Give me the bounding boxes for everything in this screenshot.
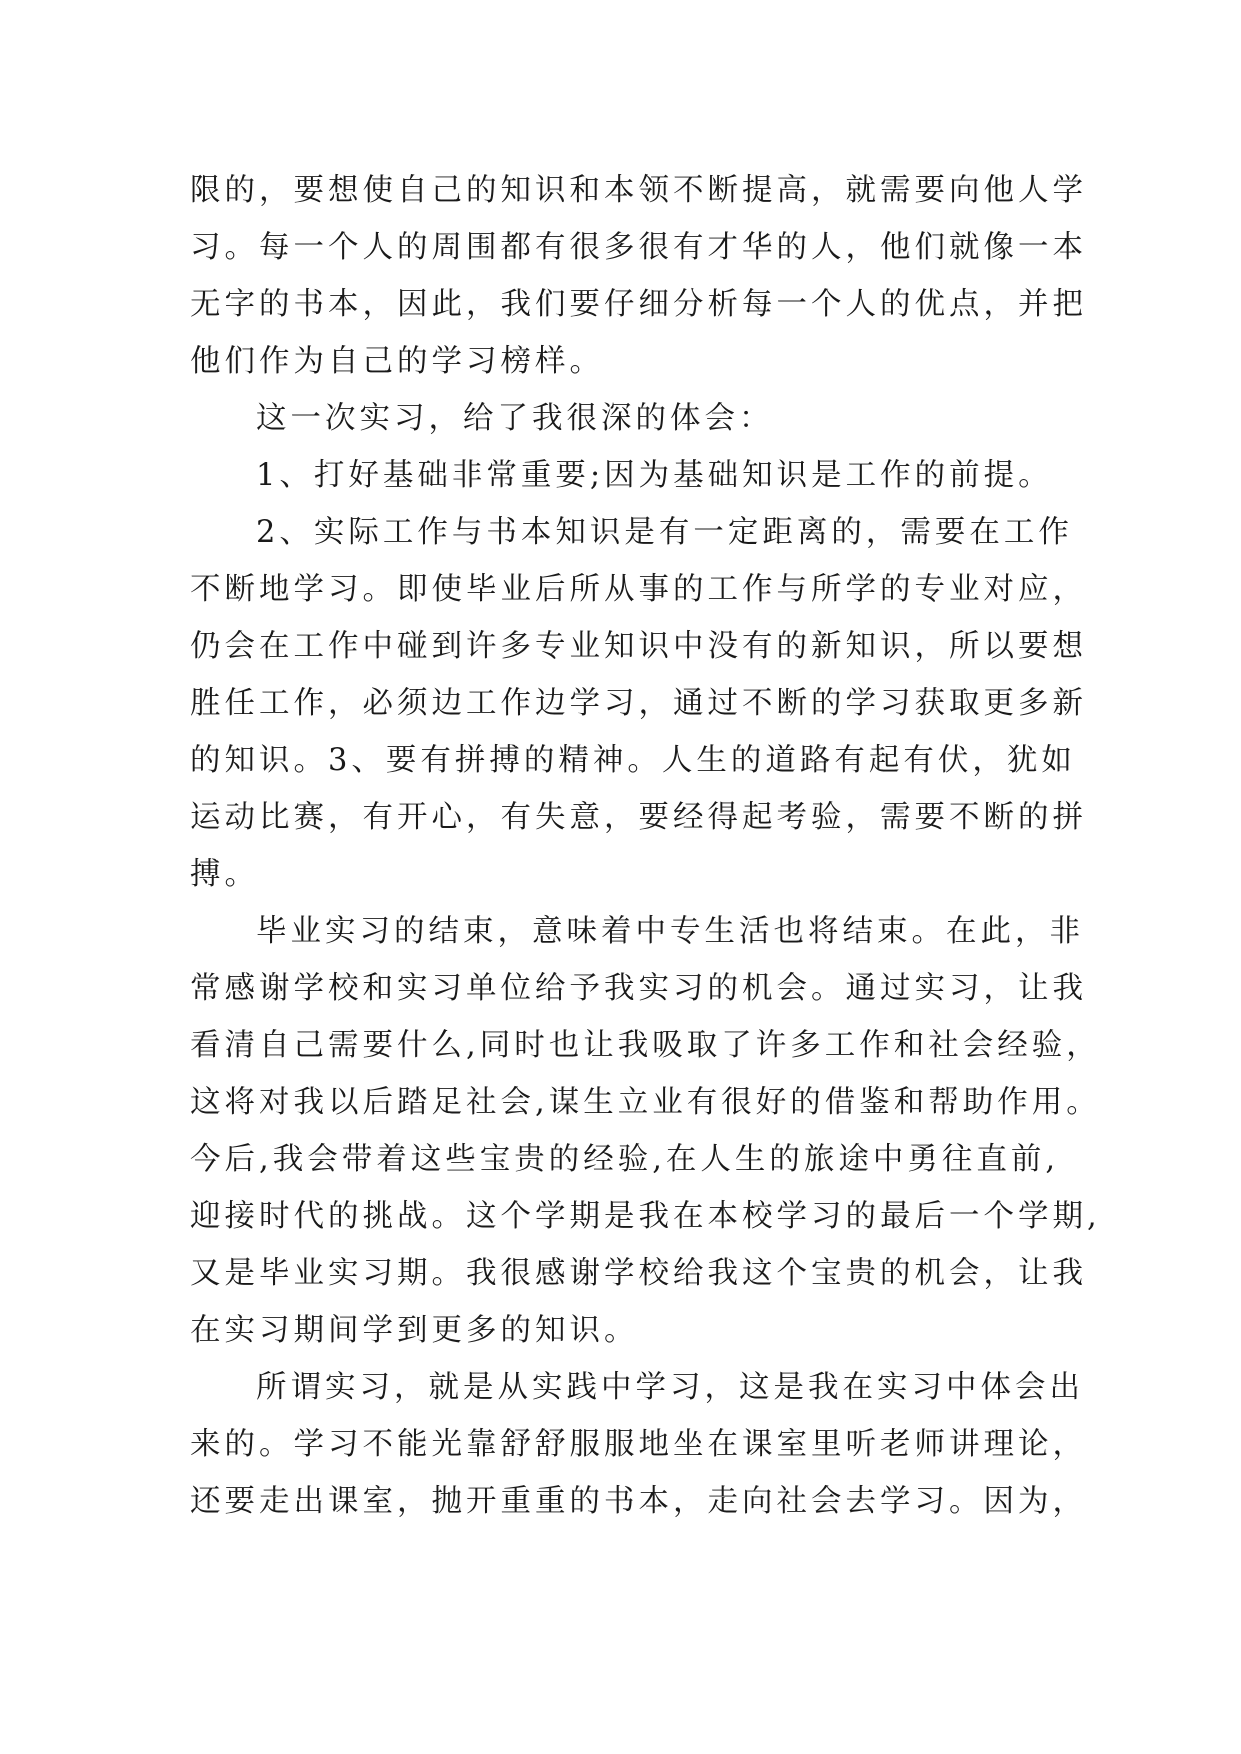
text-line: 2、实际工作与书本知识是有一定距离的，需要在工作 xyxy=(256,515,1073,550)
document-body xyxy=(190,162,1101,1530)
text-line: 仍会在工作中碰到许多专业知识中没有的新知识，所以要想 xyxy=(190,629,1087,664)
paragraph-graduation xyxy=(190,903,1101,1359)
text-line: 毕业实习的结束，意味着中专生活也将结束。在此，非 xyxy=(256,914,1084,949)
text-line: 还要走出课室，抛开重重的书本，走向社会去学习。因为， xyxy=(190,1484,1087,1519)
paragraph-experience-intro xyxy=(190,390,1058,447)
text-line: 运动比赛，有开心，有失意，要经得起考验，需要不断的拼 xyxy=(190,800,1087,835)
text-line: 今后,我会带着这些宝贵的经验,在人生的旅途中勇往直前, xyxy=(190,1142,1060,1177)
paragraph-continuation xyxy=(190,162,1087,390)
text-line: 所谓实习，就是从实践中学习，这是我在实习中体会出 xyxy=(256,1370,1084,1405)
paragraph-point-2 xyxy=(190,504,1087,903)
paragraph-practice xyxy=(190,1359,1087,1530)
text-line: 限的，要想使自己的知识和本领不断提高，就需要向他人学 xyxy=(190,173,1087,208)
text-line: 搏。 xyxy=(190,857,259,892)
text-line: 常感谢学校和实习单位给予我实习的机会。通过实习，让我 xyxy=(190,971,1087,1006)
text-line: 又是毕业实习期。我很感谢学校给我这个宝贵的机会，让我 xyxy=(190,1256,1087,1291)
text-line: 无字的书本，因此，我们要仔细分析每一个人的优点，并把 xyxy=(190,287,1087,322)
text-line: 胜任工作，必须边工作边学习，通过不断的学习获取更多新 xyxy=(190,686,1087,721)
text-line: 不断地学习。即使毕业后所从事的工作与所学的专业对应， xyxy=(190,572,1087,607)
text-line: 他们作为自己的学习榜样。 xyxy=(190,344,604,379)
text-line: 看清自己需要什么,同时也让我吸取了许多工作和社会经验， xyxy=(190,1028,1101,1063)
text-line: 这将对我以后踏足社会,谋生立业有很好的借鉴和帮助作用。 xyxy=(190,1085,1101,1120)
text-line: 的知识。3、要有拼搏的精神。人生的道路有起有伏，犹如 xyxy=(190,743,1076,778)
text-line: 这一次实习，给了我很深的体会： xyxy=(256,401,774,436)
text-line: 在实习期间学到更多的知识。 xyxy=(190,1313,639,1348)
text-line: 习。每一个人的周围都有很多很有才华的人，他们就像一本 xyxy=(190,230,1087,265)
text-line: 迎接时代的挑战。这个学期是我在本校学习的最后一个学期, xyxy=(190,1199,1101,1234)
text-line: 来的。学习不能光靠舒舒服服地坐在课室里听老师讲理论， xyxy=(190,1427,1087,1462)
paragraph-point-1 xyxy=(190,447,1058,504)
text-line: 1、打好基础非常重要;因为基础知识是工作的前提。 xyxy=(256,458,1053,493)
